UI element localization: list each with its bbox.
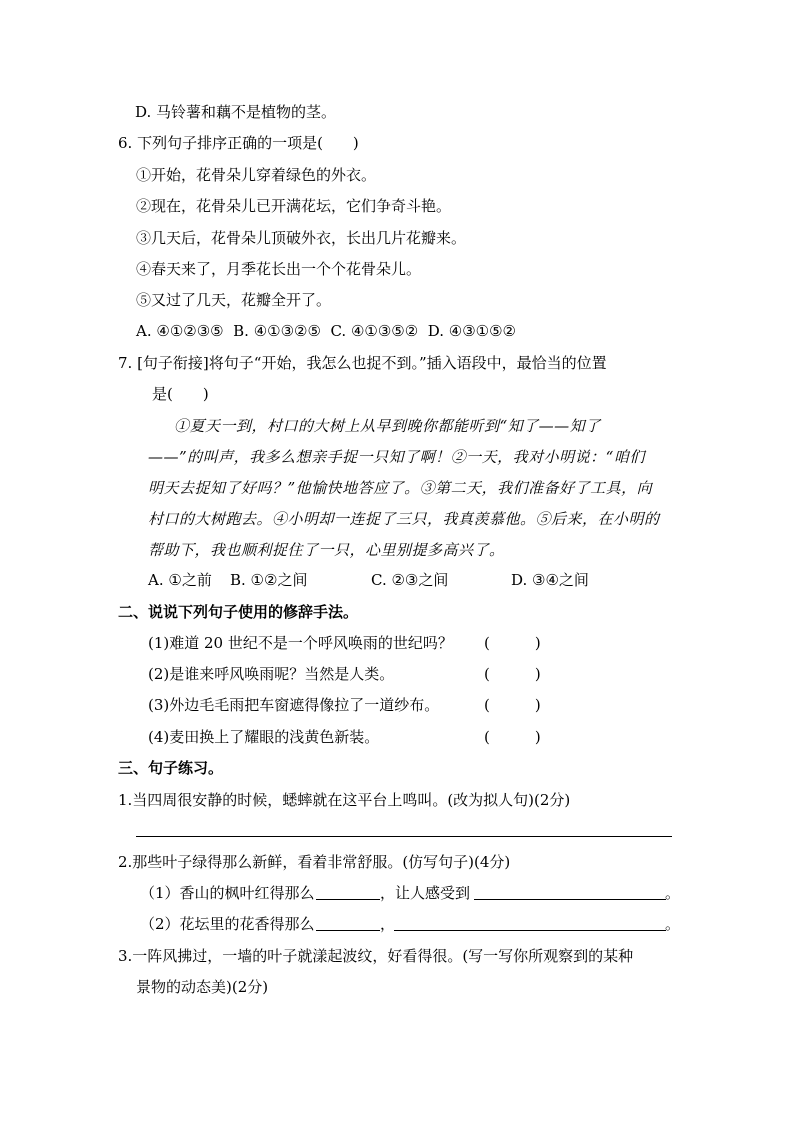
- q2-sub1-blank-2[interactable]: [474, 899, 666, 900]
- q6-options: A. ④①②③⑤ B. ④①③②⑤ C. ④①③⑤② D. ④③①⑤②: [136, 322, 516, 340]
- q7-option-c: C. ②③之间: [371, 571, 449, 589]
- section2-blank-4[interactable]: ( ): [484, 728, 541, 746]
- q7-option-d: D. ③④之间: [511, 571, 589, 589]
- q7-stem-line2: 是( ): [152, 385, 209, 403]
- section2-item-1: (1)难道 20 世纪不是一个呼风唤雨的世纪吗？: [148, 634, 453, 652]
- section3-q3-line2: 景物的动态美)(2分): [136, 978, 269, 996]
- section2-item-2: (2)是谁来呼风唤雨呢？当然是人类。: [148, 665, 395, 683]
- q6-sentence-2: ②现在，花骨朵儿已开满花坛，它们争奇斗艳。: [136, 197, 452, 215]
- q2-sub1-period: 。: [665, 884, 681, 902]
- section3-q3-line1: 3.一阵风拂过，一墙的叶子就漾起波纹，好看得很。(写一写你所观察到的某种: [118, 947, 634, 965]
- q7-passage-line-2: ——”的叫声，我多么想亲手捉一只知了啊！②一天，我对小明说：“咱们: [148, 448, 645, 466]
- section3-title: 三、句子练习。: [118, 759, 224, 777]
- q6-sentence-1: ①开始，花骨朵儿穿着绿色的外衣。: [136, 166, 377, 184]
- q7-option-b: B. ①②之间: [230, 571, 308, 589]
- q2-sub2-prefix: （2）花坛里的花香得那么: [140, 915, 315, 933]
- q6-sentence-5: ⑤又过了几天，花瓣全开了。: [136, 291, 332, 309]
- q7-passage-line-5: 帮助下，我也顺利捉住了一只，心里别提多高兴了。: [148, 541, 505, 559]
- q6-sentence-3: ③几天后，花骨朵儿顶破外衣，长出几片花瓣来。: [136, 229, 467, 247]
- section2-item-3: (3)外边毛毛雨把车窗遮得像拉了一道纱布。: [148, 696, 440, 714]
- q2-sub2-period: 。: [665, 915, 681, 933]
- section3-q2: 2.那些叶子绿得那么新鲜，看着非常舒服。(仿写句子)(4分): [118, 853, 511, 871]
- section2-item-4: (4)麦田换上了耀眼的浅黄色新装。: [148, 728, 380, 746]
- q7-stem-line1: 7. [句子衔接]将句子“开始，我怎么也捉不到。”插入语段中，最恰当的位置: [118, 354, 607, 372]
- q7-passage-line-1: ①夏天一到，村口的大树上从早到晚你都能听到“知了——知了: [174, 417, 601, 435]
- q7-passage-line-3: 明天去捉知了好吗？”他愉快地答应了。③第二天，我们准备好了工具，向: [148, 479, 653, 497]
- section2-blank-1[interactable]: ( ): [484, 634, 541, 652]
- section2-title: 二、说说下列句子使用的修辞手法。: [118, 603, 359, 621]
- q2-sub1-prefix: （1）香山的枫叶红得那么: [140, 884, 315, 902]
- q5-option-d: D. 马铃薯和藕不是植物的茎。: [135, 103, 337, 121]
- q2-sub1-blank-1[interactable]: [316, 899, 380, 900]
- q1-answer-line[interactable]: [136, 836, 672, 837]
- section2-blank-2[interactable]: ( ): [484, 665, 541, 683]
- q7-option-a: A. ①之前: [148, 571, 212, 589]
- q2-sub2-comma: ，: [380, 915, 396, 933]
- q2-sub2-blank-2[interactable]: [394, 930, 666, 931]
- section2-blank-3[interactable]: ( ): [484, 696, 541, 714]
- q7-passage-cont: [148, 442, 672, 566]
- q7-passage: [148, 411, 672, 442]
- q6-stem: 6. 下列句子排序正确的一项是( ): [118, 134, 359, 152]
- section3-q1: 1.当四周很安静的时候，蟋蟀就在这平台上鸣叫。(改为拟人句)(2分): [118, 791, 571, 809]
- q6-sentence-4: ④春天来了，月季花长出一个个花骨朵儿。: [136, 260, 422, 278]
- q2-sub2-blank-1[interactable]: [316, 930, 380, 931]
- q7-passage-line-4: 村口的大树跑去。④小明却一连捉了三只，我真羡慕他。⑤后来，在小明的: [148, 510, 660, 528]
- q2-sub1-middle: ，让人感受到: [380, 884, 471, 902]
